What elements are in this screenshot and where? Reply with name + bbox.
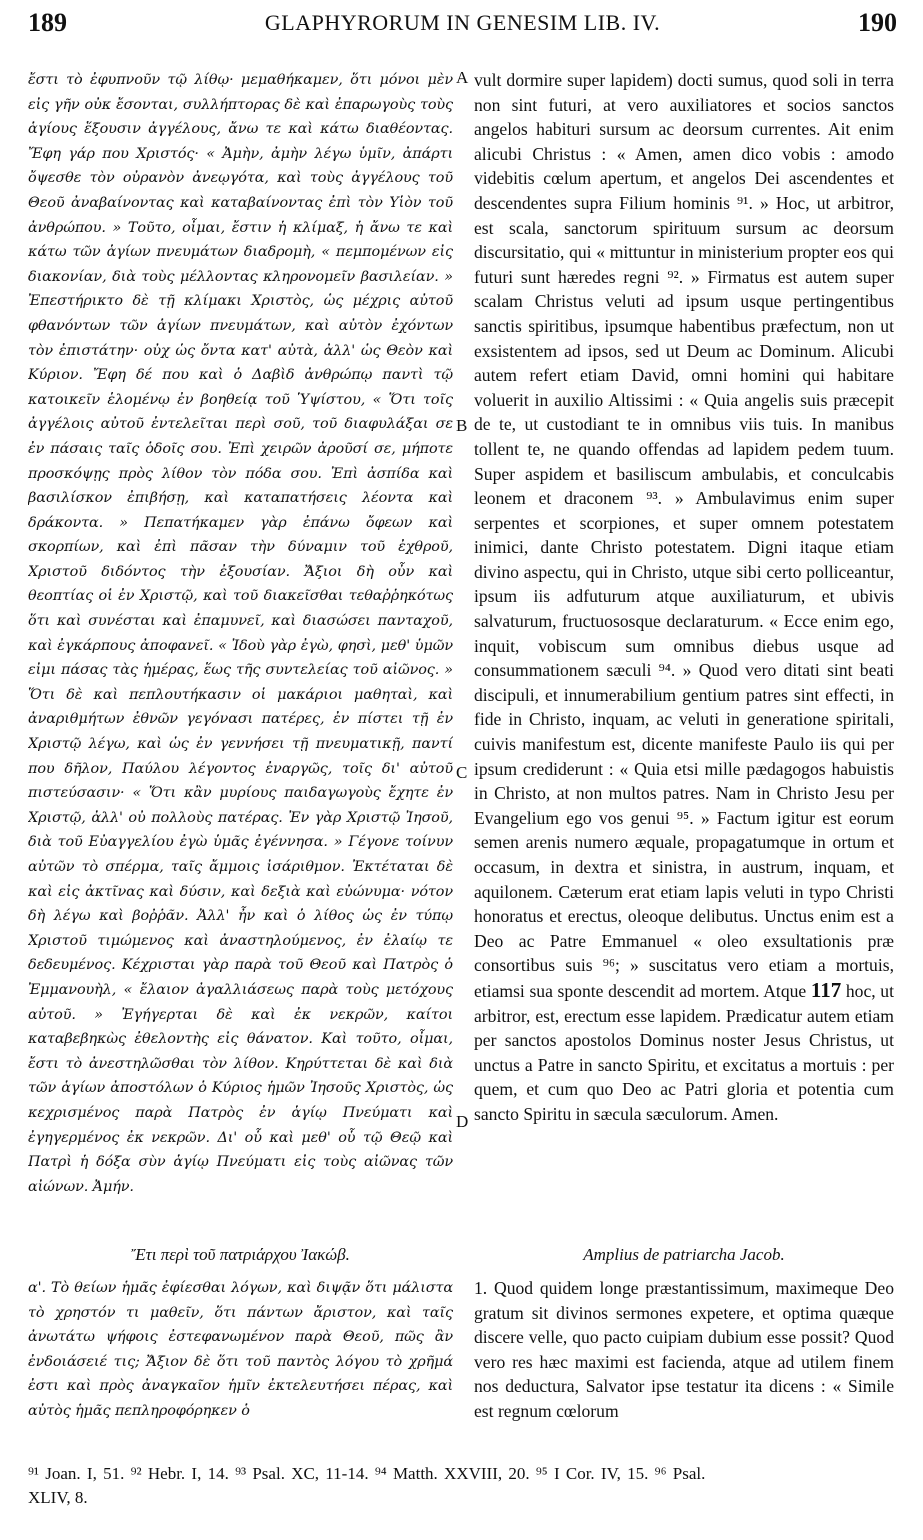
footnote-line-2: XLIV, 8. [28, 1488, 88, 1507]
page-header [28, 8, 897, 44]
margin-marker-d: D [456, 1112, 469, 1131]
running-title: GLAPHYRORUM IN GENESIM LIB. IV. [264, 10, 661, 35]
page-number-left: 189 [28, 8, 67, 37]
footnote-line-1: ⁹¹ Joan. I, 51. ⁹² Hebr. I, 14. ⁹³ Psal. XC, 11-14. ⁹⁴ Matth. XXVIII, 20. ⁹⁵ I Cor. IV, 15. ⁹⁶ Psal. [28, 1464, 706, 1483]
greek-section-text: α'. Τὸ θείων ἡμᾶς ἐφίεσθαι λόγων, καὶ διψᾷν ὅτι μάλιστα τὸ χρηστόν τι μαθεῖν, ὅτι πάντων ἄριστον, καὶ ταῖς ἀνωτάτω ψήφοις ἐστεφανωμένον παρὰ Θεοῦ, πῶς ἂν ἐνδοιάσειέ τις; Ἄξιον δὲ ὅτι τοῦ παντὸς λόγου τὸ χρῆμά ἐστι καὶ πρὸς ἀναγκαῖον ἡμῖν ἐκτελευτήσει πέρας, καὶ αὐτὸς ἡμᾶς πεπληροφόρηκεν ὁ [28, 1280, 453, 1419]
latin-section-column [474, 1276, 894, 1424]
latin-text [474, 68, 894, 1127]
margin-marker-b: B [456, 416, 468, 435]
page-number-right: 190 [858, 8, 897, 37]
latin-section-heading: Amplius de patriarcha Jacob. [583, 1245, 785, 1264]
latin-section-text: 1. Quod quidem longe præstantissimum, maximeque Deo gratum sit divinos sermones expetere, et optima quæque discere velle, quo pacto cuipiam dubium esse possit? Quod vero res hæc maximi est facienda, atque ad utilem finem nos deductura, Salvator ipse testatur ita dicens : « Simile est regnum cœlorum [474, 1278, 894, 1421]
greek-column [28, 68, 453, 1199]
latin-column [474, 68, 894, 1127]
footnotes [28, 1462, 897, 1510]
column-number: 117 [810, 977, 842, 1002]
greek-text: ἔστι τὸ ἐφυπνοῦν τῷ λίθῳ· μεμαθήκαμεν, ὅτι μόνοι μὲν εἰς γῆν οὐκ ἔσονται, συλλήπτορας δὲ καὶ ἐπαρωγοὺς τοὺς ἁγίους ἕξουσιν ἀγγέλους, ἄνω τε καὶ κάτω διαθέοντας. Ἔφη γάρ που Χριστός· « Ἀμὴν, ἀμὴν λέγω ὑμῖν, ἀπάρτι ὄψεσθε τὸν οὐρανὸν ἀνεῳγότα, καὶ τοὺς ἀγγέλους τοῦ Θεοῦ ἀναβαίνοντας καὶ καταβαίνοντας ἐπὶ τὸν Υἱὸν τοῦ ἀνθρώπου. » Τοῦτο, οἶμαι, ἔστιν ἡ κλίμαξ, ἡ ἄνω τε καὶ κάτω τῶν ἁγίων πνευμάτων διαδρομὴ, « πεμπομένων εἰς διακονίαν, διὰ τοὺς μέλλοντας κληρονομεῖν βασιλείαν. » Ἐπεστήρικτο δὲ τῇ κλίμακι Χριστὸς, ὡς μέχρις αὐτοῦ φθανόντων τῶν ἁγίων πνευμάτων, καὶ αὐτὸν ἐχόντων τὸν ἐπιστάτην· οὐχ ὡς ὄντα κατ' αὐτὰ, ἀλλ' ὡς Θεὸν καὶ Κύριον. Ἔφη δέ που καὶ ὁ Δαβὶδ ἀνθρώπῳ παντὶ τῷ κατοικεῖν ἑλομένῳ ἐν βοηθείᾳ τοῦ Ὑψίστου, « Ὅτι τοῖς ἀγγέλοις αὐτοῦ ἐντελεῖται περὶ σοῦ, τοῦ διαφυλάξαι σε ἐν πάσαις ταῖς ὁδοῖς σου. Ἐπὶ χειρῶν ἀροῦσί σε, μήποτε προσκόψῃς πρὸς λίθον τὸν πόδα σου. Ἐπὶ ἀσπίδα καὶ βασιλίσκον ἐπιβήσῃ, καὶ καταπατήσεις λέοντα καὶ δράκοντα. » Πεπατήκαμεν γὰρ ἐπάνω ὄφεων καὶ σκορπίων, καὶ ἐπὶ πᾶσαν τὴν δύναμιν τοῦ ἐχθροῦ, Χριστοῦ διδόντος τὴν ἐξουσίαν. Ἄξιοι δὴ οὖν καὶ θεοπτίας οἱ ἐν Χριστῷ, καὶ τοῦ διακεῖσθαι τεθαῤῥηκότως ὅτι καὶ συνέσται καὶ ἐπαμυνεῖ, καὶ διασώσει πανταχοῦ, καὶ ἐγκάρπους ἀποφανεῖ. « Ἰδοὺ γὰρ ἐγὼ, φησὶ, μεθ' ὑμῶν εἰμι πάσας τὰς ἡμέρας, ἕως τῆς συντελείας τοῦ αἰῶνος. » Ὅτι δὲ καὶ πεπλουτήκασιν οἱ μακάριοι μαθηταὶ, καὶ ἀναριθμήτων ἐθνῶν γεγόνασι πατέρες, ἐν πίστει τῇ ἐν Χριστῷ λέγω, καὶ ὡς ἐν γεννήσει τῇ πνευματικῇ, παντί που δῆλον, Παύλου λέγοντος ἐναργῶς, τοῖς δι' αὐτοῦ πιστεύσασιν· « Ὅτι κἂν μυρίους παιδαγωγοὺς ἔχητε ἐν Χριστῷ, ἀλλ' οὐ πολλοὺς πατέρας. Ἐν γὰρ Χριστῷ Ἰησοῦ, διὰ τοῦ Εὐαγγελίου ἐγὼ ὑμᾶς ἐγέννησα. » Γέγονε τοίνυν αὐτῶν τὸ σπέρμα, ταῖς ἄμμοις ἰσάριθμον. Ἐκτέταται δὲ καὶ εἰς ἀκτῖνας καὶ δύσιν, καὶ δεξιὰ καὶ εὐώνυμα· νότον δὴ λέγω καὶ βοῤῥᾶν. Ἀλλ' ἦν καὶ ὁ λίθος ὡς ἐν τύπῳ Χριστοῦ τιμώμενος καὶ ἀναστηλούμενος, ἐν ἐλαίῳ τε δεδευμένος. Κέχρισται γὰρ παρὰ τοῦ Θεοῦ καὶ Πατρὸς ὁ Ἐμμανουὴλ, « ἔλαιον ἀγαλλιάσεως παρὰ τοὺς μετόχους αὐτοῦ. » Ἐγήγερται δὲ καὶ ἐκ νεκρῶν, καίτοι καταβεβηκὼς ἐθελοντὴς εἰς θάνατον. Καὶ τοῦτο, οἶμαι, ἔστι τὸ ἀνεστηλῶσθαι τὸν λίθον. Κηρύττεται δὲ καὶ διὰ τῶν ἁγίων ἀποστόλων ὁ Κύριος ἡμῶν Ἰησοῦς Χριστὸς, ὡς κεχρισμένος παρὰ Πατρὸς ἐν ἁγίῳ Πνεύματι καὶ ἐγηγερμένος ἐκ νεκρῶν. Δι' οὗ καὶ μεθ' οὗ τῷ Θεῷ καὶ Πατρὶ ἡ δόξα σὺν ἁγίῳ Πνεύματι εἰς τοὺς αἰῶνας τῶν αἰώνων. Ἀμήν. [28, 72, 453, 1195]
greek-section-column [28, 1276, 453, 1424]
greek-section-heading: Ἔτι περὶ τοῦ πατριάρχου Ἰακώβ. [131, 1245, 350, 1264]
margin-marker-c: C [456, 763, 468, 782]
margin-marker-a: A [456, 68, 469, 87]
latin-text-part2: hoc, ut arbitror, est, erectum esse lapidem. Prædicatur autem etiam per sanctos apostolos Dominus noster Jesus Christus, ut unctus a Patre in sancto Spiritu, et excitatus a mortuis : per quem, et cum quo Deo ac Patri gloria et potentia cum sancto Spiritu in sæcula sæculorum. Amen. [474, 980, 894, 1124]
latin-text-part1: vult dormire super lapidem) docti sumus, quod soli in terra non sint futuri, at vero auxiliatores et socios sanctos angelos habituri sursum ac deorsum currentes. Ait enim alicubi Christus : « Amen, amen dico vobis : amodo videbitis cœlum apertum, et angelos Dei ascendentes et descendentes supra Filium hominis ⁹¹. » Hoc, ut arbitror, est scala, sanctorum spirituum sursum ac deorsum discursitatio, qui « mittuntur in ministerium propter eos qui futuri sunt hæredes regni ⁹². » Firmatus est autem super scalam Christus veluti ad ipsum usque pertingentibus sanctis spiritibus, ipsumque habentibus præfectum, non ut exsistentem ad ipsos, sed ut Deum ac Dominum. Alicubi autem refert etiam David, omni homini qui habitare voluerit in auxilio Altissimi : « Quia angelis suis præcepit de te, ut custodiant te in omnibus viis tuis. In manibus tollent te, ne quando offendas ad lapidem pedem tuum. Super aspidem et basiliscum ambulabis, et conculcabis leonem et draconem ⁹³. » Ambulavimus enim super serpentes et scorpiones, et super omnem potestatem inimici, dante Christo potestatem. Digni itaque etiam divino aspectu, qui in Christo, utque sibi certo polliceantur, ipsum iis adfuturum atque auxiliaturum, et ubivis salvaturum, fructuososque declaraturum. « Ecce enim ego, inquit, vobiscum sum omnibus diebus usque ad consummationem sæculi ⁹⁴. » Quod vero ditati sint beati discipuli, et innumerabilium gentium patres sint effecti, in fide in Christo, inquam, ac veluti in generatione spiritali, cuivis manifestum est, dicente manifeste Paulo iis qui per ipsum crediderunt : « Quia etsi mille pædagogos habuistis in Christo, at non multos patres. Nam in Christo Jesu per Evangelium ego vos genui ⁹⁵. » Factum igitur est eorum semen arenis numero æquale, propagatumque in ortum et occasum, in dextra et sinistra, in austrum, inquam, et aquilonem. Cæterum erat etiam lapis veluti in typo Christi honoratus et erectus, oleoque delibutus. Unctus enim est a Deo ac Patre Emmanuel « oleo exsultationis præ consortibus suis ⁹⁶; » suscitatus vero etiam a mortuis, etiamsi sua sponte descendit ad mortem. Atque [474, 70, 894, 1001]
